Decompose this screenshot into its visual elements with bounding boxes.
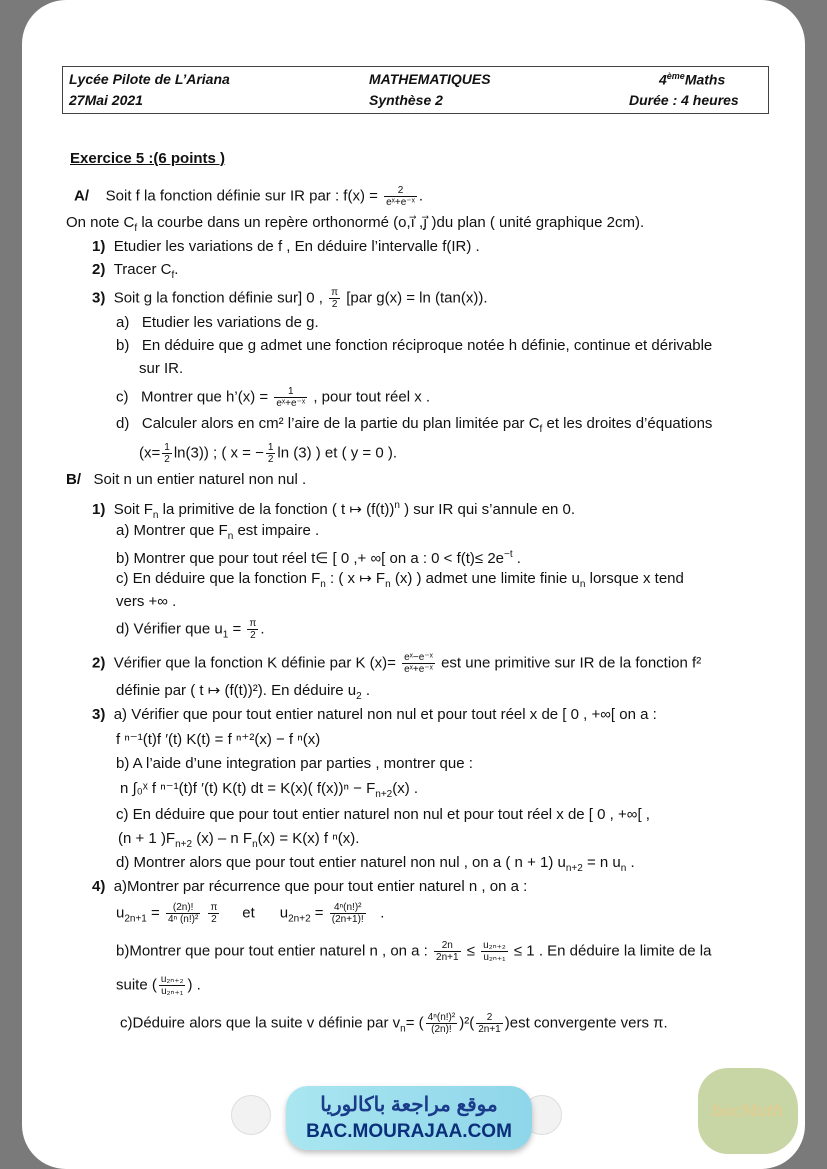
question-b4a-formula: $u_{2n+1}$ = $\frac{(2n)!}{\text{4ⁿ (n!)²}}$ $\frac{\pi}{2}$ et $u_{2n+2}$ = $\frac{\text{4ⁿ(n!)²}}{(2n+1)!}$ . — [116, 902, 385, 925]
question-b1c-cont: vers +∞ . — [116, 593, 177, 610]
site-name-arabic: موقع مراجعة باكالوريا — [320, 1094, 498, 1116]
question-b1a: a) Montrer que $F_n$ est impaire . — [116, 522, 320, 542]
exam-date: 27Mai 2021 — [69, 92, 143, 108]
question-b1c: c) En déduire que la fonction $F_n$ : ( x ↦ $F_n$ (x) ) admet une limite finie $u_n$ lorsque x tend — [116, 570, 684, 590]
question-b2-cont: définie par ( t ↦ (f(t))²). En déduire $u_2$ . — [116, 682, 371, 702]
question-b1d: d) Vérifier que $u_1$ = $\frac{\pi}{2}$ . — [116, 618, 265, 641]
question-b3a: 3) a) Vérifier que pour tout entier naturel non nul et pour tout réel x de [ 0 , +∞[ on a : — [92, 706, 657, 723]
question-b3c: c) En déduire que pour tout entier naturel non nul et pour tout réel x de [ 0 , +∞[ , — [116, 806, 650, 823]
question-a3d: d) Calculer alors en cm² l’aire de la partie du plan limitée par $C_f$ et les droites d’équations — [116, 415, 713, 435]
part-b-line: B/ Soit n un entier naturel non nul . — [66, 471, 307, 488]
question-a3d-cont: (x= $\frac{1}{2}$ ln(3)) ; ( x = − $\frac{1}{2}$ ln (3) ) et ( y = 0 ). — [139, 442, 398, 465]
question-b4c: c)Déduire alors que la suite v définie par $v_n=$ ( $\frac{\text{4ⁿ(n!)²}}{(2n)!}$ )²( $\frac{2}{2n+1}$ )est convergente vers π. — [120, 1012, 668, 1035]
page — [22, 0, 805, 1169]
question-a2: 2) Tracer $C_f$. — [92, 261, 179, 281]
subject: MATHEMATIQUES — [369, 71, 491, 87]
question-b1b: b) Montrer que pour tout réel t∈ [ 0 ,+ ∞[ on a : $0 < f(t)\le 2e^{-t}$ . — [116, 549, 521, 567]
question-b3b: b) A l’aide d’une integration par parties , montrer que : — [116, 755, 473, 772]
question-b3b-formula: n ∫₀ˣ f ⁿ⁻¹(t)f ′(t) K(t) dt = K(x)( $f(x))^n - F_{n+2}(x)$ . — [120, 780, 419, 800]
site-banner[interactable] — [286, 1086, 532, 1150]
class-level: 4èmeMaths — [659, 71, 726, 88]
question-b2: 2) Vérifier que la fonction K définie par K (x)= $\frac{\text{eˣ−e⁻ˣ}}{\text{eˣ+e⁻ˣ}}$ est une primitive sur IR de la fonction f² — [92, 652, 702, 675]
question-b4b: b)Montrer que pour tout entier naturel n , on a : $\frac{2n}{2n+1}$ ≤ $\frac{\text{u₂ₙ₊₂}}{\text{u₂ₙ₊₁}}$ ≤ 1 . En déduire la limite de la — [116, 940, 712, 963]
curve-note: On note $C_f$ la courbe dans un repère orthonormé (o,i⃗ ,j⃗ )du plan ( unité graphique 2cm). — [66, 214, 645, 234]
site-url[interactable]: BAC.MOURAJAA.COM — [306, 1121, 512, 1142]
question-a3b: b) En déduire que g admet une fonction réciproque notée h définie, continue et dérivable — [116, 337, 713, 354]
question-a3c: c) Montrer que h’(x) = $\frac{1}{\text{eˣ+e⁻ˣ}}$ , pour tout réel x . — [116, 386, 431, 409]
question-b3d: d) Montrer alors que pour tout entier naturel non nul , on a ( n + 1) $u_{n+2} = n$ $u_n$ . — [116, 854, 635, 874]
school-name: Lycée Pilote de L’Ariana — [69, 71, 230, 87]
site-logo-left — [231, 1095, 271, 1135]
question-a3a: a) Etudier les variations de g. — [116, 314, 319, 331]
question-b3a-formula: f ⁿ⁻¹(t)f ′(t) K(t) = f ⁿ⁺²(x) − f ⁿ(x) — [116, 731, 321, 748]
question-b4b-cont: suite ( $\frac{\text{u₂ₙ₊₂}}{\text{u₂ₙ₊₁}}$ ) . — [116, 974, 201, 997]
question-a3b-cont: sur IR. — [139, 360, 184, 377]
exam-title: Synthèse 2 — [369, 92, 443, 108]
exam-duration: Durée : 4 heures — [629, 92, 739, 108]
question-b4a: 4) a)Montrer par récurrence que pour tout entier naturel n , on a : — [92, 878, 528, 895]
exercise-title: Exercice 5 :(6 points ) — [70, 150, 226, 167]
question-a1: 1) Etudier les variations de f , En déduire l’intervalle f(IR) . — [92, 238, 480, 255]
question-b3c-formula: (n + 1 )$F_{n+2}$ (x) – n $F_n(x) = K(x)$ f ⁿ(x). — [118, 830, 360, 850]
bacmath-logo: bacMath — [698, 1068, 798, 1154]
part-a-line: A/ Soit f la fonction définie sur IR par : f(x) = $\frac{2}{\text{eˣ+e⁻ˣ}}$ . — [74, 185, 424, 208]
question-a3: 3) Soit g la fonction définie sur] 0 , $\frac{\pi}{2}$ [par g(x) = ln (tan(x)). — [92, 287, 488, 310]
question-b1: 1) Soit $F_n$ la primitive de la fonction ( t ↦ $(f(t))^n$ ) sur IR qui s’annule en 0. — [92, 500, 576, 521]
header-box — [62, 66, 769, 114]
